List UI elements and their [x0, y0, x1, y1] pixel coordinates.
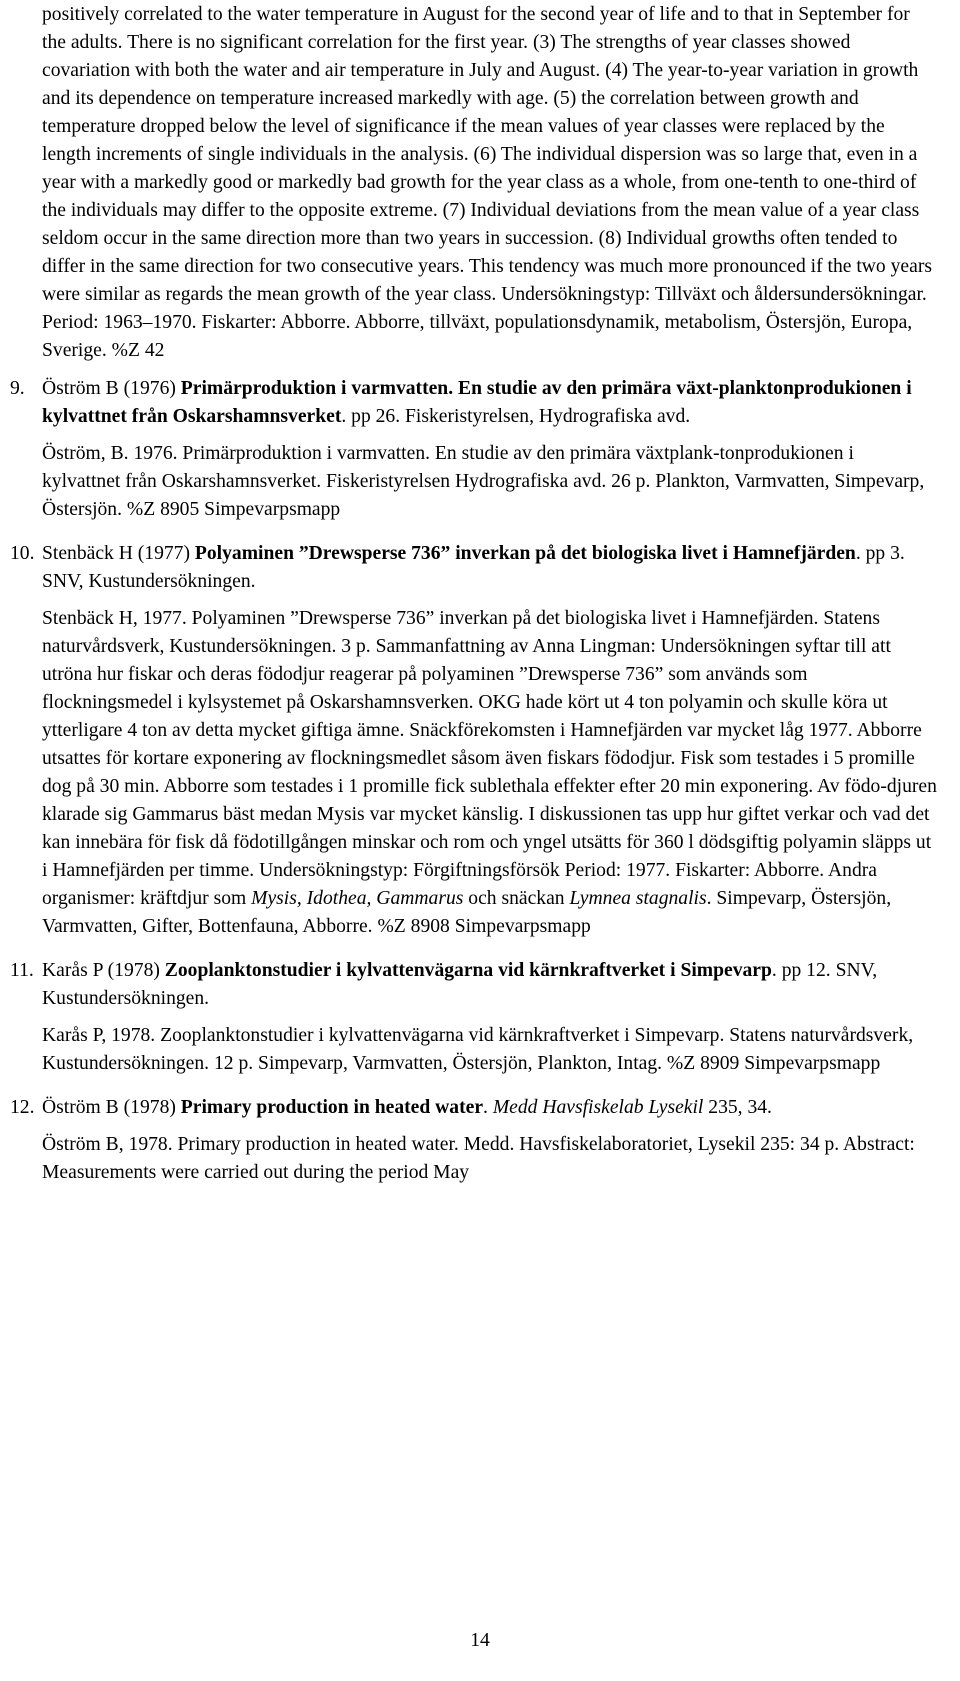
citation-title: Polyaminen ”Drewsperse 736” inverkan på det biologiska livet i Hamnefjärden: [194, 543, 856, 564]
page-content: [10, 1, 937, 1187]
reference-entry-11: [10, 957, 937, 1078]
entry-number: 11.: [10, 960, 34, 981]
citation-tail: . pp 12. SNV, Kustundersökningen.: [42, 960, 878, 1009]
spacer: [42, 524, 937, 540]
reference-entry-10: [10, 540, 937, 941]
entry-citation: [42, 375, 937, 431]
intro-paragraph: positively correlated to the water temperature in August for the second year of life and to that in September for the adults. There is no significant correlation for the first year. (3) The strengths of year classes showed covariation with both the water and air temperature in July and August. (4) The year-to-year variation in growth and its dependence on temperature increased markedly with age. (5) the correlation between growth and temperature dropped below the level of significance if the mean values of year classes were replaced by the length increments of single individuals in the analysis. (6) The individual dispersion was so large that, even in a year with a markedly good or markedly bad growth for the year class as a whole, from one-tenth to one-third of the individuals may differ to the opposite extreme. (7) Individual deviations from the mean value of a year class seldom occur in the same direction more than two years in succession. (8) Individual growths often tended to differ in the same direction for two consecutive years. This tendency was much more pronounced if the two years were similar as regards the mean growth of the year class. Undersökningstyp: Tillväxt och åldersundersökningar. Period: 1963–1970. Fiskarter: Abborre. Abborre, tillväxt, populationsdynamik, metabolism, Östersjön, Europa, Sverige. %Z 42: [42, 4, 932, 361]
citation-tail: 235, 34.: [703, 1097, 772, 1118]
entry-description: Karås P, 1978. Zooplanktonstudier i kylvattenvägarna vid kärnkraftverket i Simpevarp. Statens naturvårdsverk, Kustundersökningen. 12 p. Simpevarp, Varmvatten, Östersjön, Plankton, Intag. %Z 8909 Simpevarpsmapp: [42, 1025, 914, 1074]
description-snail-species: Lymnea stagnalis: [569, 888, 707, 909]
spacer: [42, 941, 937, 957]
citation-title: Primary production in heated water: [180, 1097, 484, 1118]
spacer: [42, 365, 937, 375]
citation-title: Zooplanktonstudier i kylvattenvägarna vid kärnkraftverket i Simpevarp: [164, 960, 772, 981]
entry-description: Öström B, 1978. Primary production in heated water. Medd. Havsfiskelaboratoriet, Lysekil 235: 34 p. Abstract: Measurements were carried out during the period May: [42, 1134, 915, 1183]
reference-entry-12: [10, 1094, 937, 1187]
description-text: . Simpevarp, Östersjön, Varmvatten, Gifter, Bottenfauna, Abborre. %Z 8908 Simpevarpsmapp: [42, 888, 892, 937]
entry-citation: [42, 540, 937, 596]
citation-author-year: Karås P (1978): [42, 960, 165, 981]
description-text: och snäckan: [463, 888, 570, 909]
entry-description: [42, 605, 937, 941]
citation-journal: Medd Havsfiskelab Lysekil: [492, 1097, 704, 1118]
description-text: Stenbäck H, 1977. Polyaminen ”Drewsperse 736” inverkan på det biologiska livet i Hamnefjärden. Statens naturvårdsverk, Kustundersökningen. 3 p. Sammanfattning av Anna Lingman: Undersökningen syftar till att utröna hur fiskar och deras födodjur reagerar på polyaminen ”Drewsperse 736” som används som flockningsmedel i kylsystemet på Oskarshamnsverken. OKG hade kört ut 4 ton polyamin och skulle köra ut ytterligare 4 ton av detta mycket giftiga ämne. Snäckförekomsten i Hamnefjärden var mycket låg 1977. Abborre utsattes för kortare exponering av flockningsmedlet såsom även fiskars födodjur. Fisk som testades i 5 promille dog på 30 min. Abborre som testades i 1 promille fick sublethala effekter efter 20 min exponering. Av födo-djuren klarade sig Gammarus bäst medan Mysis var mycket känslig. I diskussionen tas upp hur giftet verkar och vad det kan innebära för fisk då födotillgången minskar och rom och yngel utsätts för 360 l dödsgiftig polyamin släpps ut i Hamnefjärden per timme. Undersökningstyp: Förgiftningsförsök Period: 1977. Fiskarter: Abborre. Andra organismer: kräftdjur som: [42, 608, 937, 909]
citation-title: Primärproduktion i varmvatten. En studie av den primära växt-planktonprodukionen i kylvattnet från Oskarshamnsverket: [42, 378, 912, 427]
citation-author-year: Stenbäck H (1977): [42, 543, 195, 564]
page-number: 14: [470, 1630, 490, 1651]
entry-number: 9.: [10, 378, 25, 399]
citation-tail: .: [483, 1097, 493, 1118]
entry-number: 12.: [10, 1097, 35, 1118]
reference-entry-9: [10, 375, 937, 524]
entry-description: Öström, B. 1976. Primärproduktion i varmvatten. En studie av den primära växtplank-tonprodukionen i kylvattnet från Oskarshamnsverket. Fiskeristyrelsen Hydrografiska avd. 26 p. Plankton, Varmvatten, Simpevarp, Östersjön. %Z 8905 Simpevarpsmapp: [42, 443, 925, 520]
citation-tail: . pp 26. Fiskeristyrelsen, Hydrografiska avd.: [341, 406, 691, 427]
entry-citation: [42, 957, 937, 1013]
citation-author-year: Öström B (1978): [42, 1097, 181, 1118]
entry-number: 10.: [10, 543, 35, 564]
entry-citation: [42, 1094, 937, 1122]
description-species: Mysis, Idothea, Gammarus: [251, 888, 464, 909]
citation-tail: . pp 3. SNV, Kustundersökningen.: [42, 543, 905, 592]
spacer: [42, 1078, 937, 1094]
citation-author-year: Öström B (1976): [42, 378, 181, 399]
